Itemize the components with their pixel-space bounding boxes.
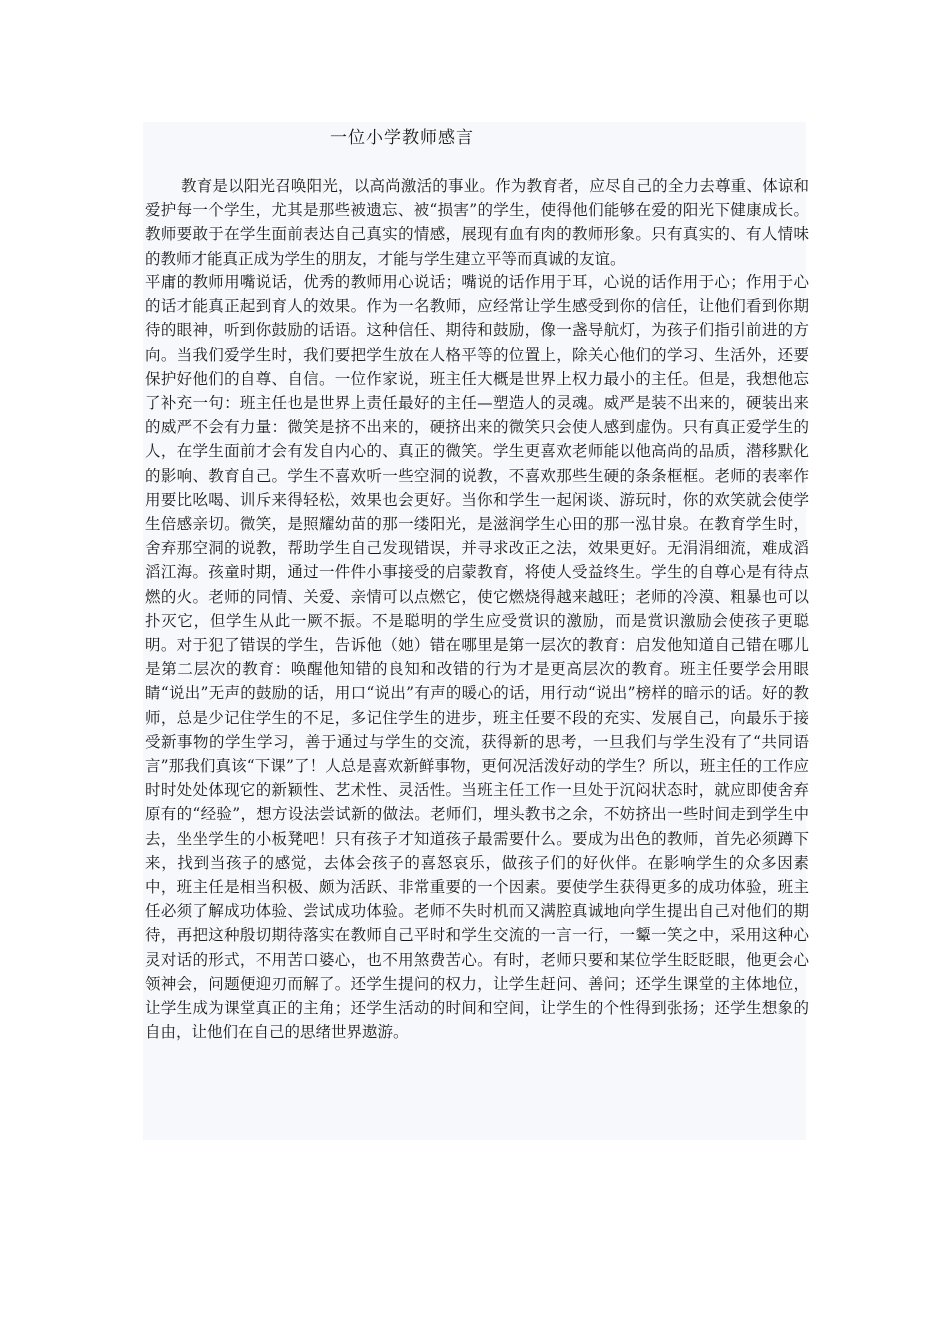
document-title: 一位小学教师感言 [330,128,474,148]
paragraph-intro: 教育是以阳光召唤阳光，以高尚激活的事业。作为教育者，应尽自己的全力去尊重、体谅和爱护每一个学生，尤其是那些被遗忘、被“损害”的学生，使得他们能够在爱的阳光下健康成长。教师要敢于在学生面前表达自己真实的情感，展现有血有肉的教师形象。只有真实的、有人情味的教师才能真正成为学生的朋友，才能与学生建立平等而真诚的友谊。 [145,177,809,268]
paragraph-main: 平庸的教师用嘴说话，优秀的教师用心说话；嘴说的话作用于耳，心说的话作用于心；作用于心的话才能真正起到育人的效果。作为一名教师，应经常让学生感受到你的信任，让他们看到你期待的眼神，听到你鼓励的话语。这种信任、期待和鼓励，像一盏导航灯，为孩子们指引前进的方向。当我们爱学生时，我们要把学生放在人格平等的位置上，除关心他们的学习、生活外，还要保护好他们的自尊、自信。一位作家说，班主任大概是世界上权力最小的主任。但是，我想他忘了补充一句：班主任也是世界上责任最好的主任—塑造人的灵魂。威严是装不出来的，硬装出来的威严不会有力量：微笑是挤不出来的，硬挤出来的微笑只会使人感到虚伪。只有真正爱学生的人，在学生面前才会有发自内心的、真正的微笑。学生更喜欢老师能以他高尚的品质，潜移默化的影响、教育自己。学生不喜欢听一些空洞的说教，不喜欢那些生硬的条条框框。老师的表率作用要比吆喝、训斥来得轻松，效果也会更好。当你和学生一起闲谈、游玩时，你的欢笑就会使学生倍感亲切。微笑，是照耀幼苗的那一缕阳光，是滋润学生心田的那一泓甘泉。在教育学生时，舍弃那空洞的说教，帮助学生自己发现错误，并寻求改正之法，效果更好。无涓涓细流，难成滔滔江海。孩童时期，通过一件件小事接受的启蒙教育，将使人受益终生。学生的自尊心是有待点燃的火。老师的同情、关爱、亲情可以点燃它，使它燃烧得越来越旺；老师的冷漠、粗暴也可以扑灭它，但学生从此一厥不振。不是聪明的学生应受赏识的激励，而是赏识激励会使孩子更聪明。对于犯了错误的学生，告诉他（她）错在哪里是第一层次的教育：启发他知道自己错在哪儿是第二层次的教育：唤醒他知错的良知和改错的行为才是更高层次的教育。班主任要学会用眼睛“说出”无声的鼓励的话，用口“说出”有声的暖心的话，用行动“说出”榜样的暗示的话。好的教师，总是少记住学生的不足，多记住学生的进步，班主任要不段的充实、发展自己，向最乐于接受新事物的学生学习，善于通过与学生的交流，获得新的思考，一旦我们与学生没有了“共同语言”那我们真该“下课”了！人总是喜欢新鲜事物，更何况活泼好动的学生？所以，班主任的工作应时时处处体现它的新颖性、艺术性、灵活性。当班主任工作一旦处于沉闷状态时，就应即使舍弃原有的“经验”，想方设法尝试新的做法。老师们，埋头教书之余，不妨挤出一些时间走到学生中去，坐坐学生的小板凳吧！只有孩子才知道孩子最需要什么。要成为出色的教师，首先必须蹲下来，找到当孩子的感觉，去体会孩子的喜怒哀乐，做孩子们的好伙伴。在影响学生的众多因素中，班主任是相当积极、颇为活跃、非常重要的一个因素。要使学生获得更多的成功体验，班主任必须了解成功体验、尝试成功体验。老师不失时机而又满腔真诚地向学生提出自己对他们的期待，再把这种殷切期待落实在教师自己平时和学生交流的一言一行，一颦一笑之中，采用这种心灵对话的形式，不用苦口婆心，也不用煞费苦心。有时，老师只要和某位学生眨眨眼，他更会心领神会，问题便迎刃而解了。还学生提问的权力，让学生赶问、善问；还学生课堂的主体地位，让学生成为课堂真正的主角；还学生活动的时间和空间，让学生的个性得到张扬；还学生想象的自由，让他们在自己的思绪世界遨游。 [145,273,809,1042]
